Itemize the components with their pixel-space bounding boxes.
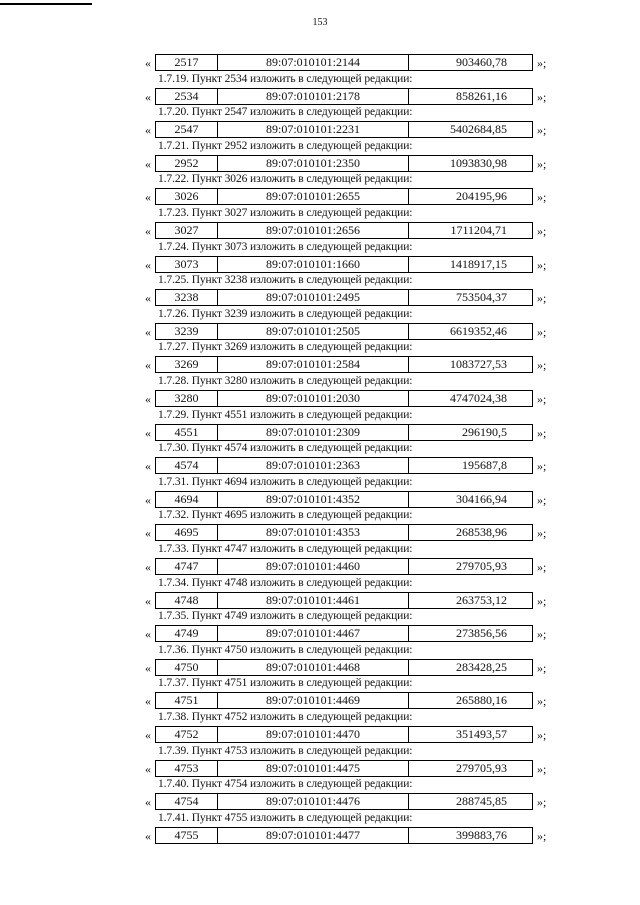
- cadastral-number-cell: 89:07:010101:2178: [218, 89, 409, 104]
- cadastral-number-cell: 89:07:010101:2656: [218, 223, 409, 238]
- table-row: [0, 726, 640, 743]
- close-quote: »;: [537, 257, 547, 272]
- clause-heading: 1.7.19. Пункт 2534 изложить в следующей редакции:: [158, 72, 413, 85]
- cadastral-number-cell: 89:07:010101:4353: [218, 525, 409, 540]
- table-row-box: [155, 289, 533, 306]
- table-row: [0, 793, 640, 810]
- clause-heading: 1.7.29. Пункт 4551 изложить в следующей редакции:: [158, 408, 413, 421]
- item-number-cell: 4551: [156, 425, 218, 440]
- close-quote: »;: [537, 828, 547, 843]
- item-number-cell: 4750: [156, 660, 218, 675]
- page-number: 153: [312, 17, 328, 28]
- open-quote: «: [145, 56, 151, 70]
- item-number-cell: 3073: [156, 257, 218, 272]
- open-quote: «: [145, 190, 151, 205]
- item-number-cell: 2534: [156, 89, 218, 104]
- table-row-box: [155, 457, 533, 474]
- close-quote: »;: [537, 593, 547, 608]
- close-quote: »;: [537, 761, 547, 776]
- cadastral-number-cell: 89:07:010101:4475: [218, 761, 409, 776]
- close-quote: »;: [537, 560, 547, 574]
- clause-heading: 1.7.31. Пункт 4694 изложить в следующей редакции:: [158, 475, 413, 488]
- item-number-cell: 2547: [156, 122, 218, 137]
- open-quote: «: [145, 560, 151, 574]
- table-row: [0, 155, 640, 172]
- item-number-cell: 4752: [156, 727, 218, 742]
- value-cell: 5402684,85: [450, 122, 507, 137]
- item-number-cell: 4754: [156, 794, 218, 809]
- item-number-cell: 4753: [156, 761, 218, 776]
- open-quote: «: [145, 89, 151, 104]
- cadastral-number-cell: 89:07:010101:2350: [218, 156, 409, 171]
- clause-heading: 1.7.26. Пункт 3239 изложить в следующей редакции:: [158, 307, 413, 320]
- open-quote: «: [145, 291, 151, 306]
- clause-heading: 1.7.34. Пункт 4748 изложить в следующей редакции:: [158, 576, 413, 589]
- open-quote: «: [145, 224, 151, 238]
- table-row: [0, 692, 640, 709]
- table-row-box: [155, 491, 533, 508]
- table-row-box: [155, 424, 533, 441]
- clause-heading: 1.7.32. Пункт 4695 изложить в следующей редакции:: [158, 509, 413, 522]
- item-number-cell: 4751: [156, 693, 218, 708]
- close-quote: »;: [537, 291, 547, 306]
- open-quote: «: [145, 459, 151, 474]
- item-number-cell: 4695: [156, 525, 218, 540]
- table-row: [0, 491, 640, 508]
- close-quote: »;: [537, 156, 547, 171]
- table-row-box: [155, 827, 533, 844]
- item-number-cell: 4748: [156, 593, 218, 608]
- clause-heading: 1.7.20. Пункт 2547 изложить в следующей редакции:: [158, 106, 413, 119]
- value-cell: 6619352,46: [450, 323, 507, 338]
- table-row: [0, 256, 640, 273]
- table-row-box: [155, 188, 533, 205]
- item-number-cell: 3239: [156, 324, 218, 339]
- table-row: [0, 222, 640, 239]
- open-quote: «: [145, 425, 151, 440]
- item-number-cell: 3269: [156, 357, 218, 372]
- table-row-box: [155, 726, 533, 743]
- table-row-box: [155, 54, 533, 71]
- close-quote: »;: [537, 56, 547, 70]
- close-quote: »;: [537, 324, 547, 339]
- open-quote: «: [145, 392, 151, 406]
- value-cell: 195687,8: [462, 458, 507, 473]
- clause-heading: 1.7.21. Пункт 2952 изложить в следующей редакции:: [158, 139, 413, 152]
- value-cell: 1083727,53: [450, 357, 507, 372]
- clause-heading: 1.7.36. Пункт 4750 изложить в следующей редакции:: [158, 643, 413, 656]
- value-cell: 296190,5: [462, 424, 507, 439]
- table-row-box: [155, 760, 533, 777]
- cadastral-number-cell: 89:07:010101:2030: [218, 391, 409, 406]
- value-cell: 753504,37: [456, 290, 507, 305]
- table-row: [0, 558, 640, 575]
- close-quote: »;: [537, 459, 547, 474]
- table-row: [0, 323, 640, 340]
- cadastral-number-cell: 89:07:010101:2655: [218, 189, 409, 204]
- cadastral-number-cell: 89:07:010101:2363: [218, 458, 409, 473]
- item-number-cell: 4574: [156, 458, 218, 473]
- cadastral-number-cell: 89:07:010101:2505: [218, 324, 409, 339]
- cadastral-number-cell: 89:07:010101:2584: [218, 357, 409, 372]
- open-quote: «: [145, 728, 151, 742]
- cadastral-number-cell: 89:07:010101:4476: [218, 794, 409, 809]
- table-row-box: [155, 256, 533, 273]
- cadastral-number-cell: 89:07:010101:1660: [218, 257, 409, 272]
- table-row-box: [155, 155, 533, 172]
- clause-heading: 1.7.40. Пункт 4754 изложить в следующей редакции:: [158, 778, 413, 791]
- table-row-box: [155, 121, 533, 138]
- close-quote: »;: [537, 392, 547, 406]
- table-row-box: [155, 524, 533, 541]
- item-number-cell: 2952: [156, 156, 218, 171]
- item-number-cell: 4749: [156, 626, 218, 641]
- table-row-box: [155, 793, 533, 810]
- item-number-cell: 3027: [156, 223, 218, 238]
- value-cell: 288745,85: [456, 794, 507, 809]
- table-row: [0, 625, 640, 642]
- open-quote: «: [145, 761, 151, 776]
- open-quote: «: [145, 492, 151, 507]
- value-cell: 273856,56: [456, 626, 507, 641]
- close-quote: »;: [537, 795, 547, 810]
- value-cell: 1711204,71: [450, 223, 507, 237]
- close-quote: »;: [537, 526, 547, 541]
- close-quote: »;: [537, 89, 547, 104]
- cadastral-number-cell: 89:07:010101:4461: [218, 593, 409, 608]
- clause-heading: 1.7.38. Пункт 4752 изложить в следующей редакции:: [158, 711, 413, 723]
- cadastral-number-cell: 89:07:010101:2309: [218, 425, 409, 440]
- value-cell: 1093830,98: [450, 155, 507, 170]
- open-quote: «: [145, 795, 151, 810]
- value-cell: 351493,57: [456, 727, 507, 741]
- value-cell: 283428,25: [456, 659, 507, 674]
- value-cell: 279705,93: [456, 559, 507, 573]
- cadastral-number-cell: 89:07:010101:2495: [218, 290, 409, 305]
- open-quote: «: [145, 324, 151, 339]
- close-quote: »;: [537, 425, 547, 440]
- cadastral-number-cell: 89:07:010101:4352: [218, 492, 409, 507]
- cadastral-number-cell: 89:07:010101:4460: [218, 559, 409, 574]
- open-quote: «: [145, 627, 151, 642]
- value-cell: 4747024,38: [450, 391, 507, 405]
- cadastral-number-cell: 89:07:010101:4477: [218, 828, 409, 843]
- table-row: [0, 592, 640, 609]
- close-quote: »;: [537, 492, 547, 507]
- value-cell: 903460,78: [456, 55, 507, 69]
- open-quote: «: [145, 593, 151, 608]
- item-number-cell: 2517: [156, 55, 218, 70]
- clause-heading: 1.7.24. Пункт 3073 изложить в следующей редакции:: [158, 240, 413, 253]
- close-quote: »;: [537, 694, 547, 709]
- table-row: [0, 121, 640, 138]
- table-row: [0, 424, 640, 441]
- table-row-box: [155, 692, 533, 709]
- open-quote: «: [145, 257, 151, 272]
- close-quote: »;: [537, 660, 547, 675]
- open-quote: «: [145, 828, 151, 843]
- open-quote: «: [145, 660, 151, 675]
- table-row: [0, 390, 640, 407]
- clause-heading: 1.7.25. Пункт 3238 изложить в следующей редакции:: [158, 274, 413, 287]
- clause-heading: 1.7.28. Пункт 3280 изложить в следующей редакции:: [158, 375, 413, 387]
- close-quote: »;: [537, 358, 547, 373]
- value-cell: 204195,96: [456, 189, 507, 204]
- cadastral-number-cell: 89:07:010101:4469: [218, 693, 409, 708]
- clause-heading: 1.7.23. Пункт 3027 изложить в следующей редакции:: [158, 207, 413, 219]
- clause-heading: 1.7.37. Пункт 4751 изложить в следующей редакции:: [158, 677, 413, 690]
- table-row: [0, 88, 640, 105]
- top-rule: [0, 3, 92, 5]
- cadastral-number-cell: 89:07:010101:4468: [218, 660, 409, 675]
- table-row: [0, 289, 640, 306]
- table-row: [0, 659, 640, 676]
- table-row-box: [155, 625, 533, 642]
- open-quote: «: [145, 694, 151, 709]
- clause-heading: 1.7.22. Пункт 3026 изложить в следующей редакции:: [158, 173, 413, 186]
- clause-heading: 1.7.35. Пункт 4749 изложить в следующей редакции:: [158, 610, 413, 623]
- item-number-cell: 4755: [156, 828, 218, 843]
- value-cell: 399883,76: [456, 827, 507, 842]
- table-row-box: [155, 390, 533, 407]
- value-cell: 268538,96: [456, 525, 507, 540]
- item-number-cell: 3238: [156, 290, 218, 305]
- item-number-cell: 3026: [156, 189, 218, 204]
- close-quote: »;: [537, 728, 547, 742]
- value-cell: 1418917,15: [450, 256, 507, 271]
- value-cell: 304166,94: [456, 491, 507, 506]
- table-row-box: [155, 659, 533, 676]
- value-cell: 265880,16: [456, 693, 507, 708]
- clause-heading: 1.7.41. Пункт 4755 изложить в следующей редакции:: [158, 811, 413, 824]
- open-quote: «: [145, 358, 151, 373]
- value-cell: 263753,12: [456, 592, 507, 607]
- clause-heading: 1.7.33. Пункт 4747 изложить в следующей редакции:: [158, 543, 413, 555]
- close-quote: »;: [537, 627, 547, 642]
- clause-heading: 1.7.30. Пункт 4574 изложить в следующей редакции:: [158, 442, 413, 455]
- open-quote: «: [145, 156, 151, 171]
- cadastral-number-cell: 89:07:010101:2144: [218, 55, 409, 70]
- table-row-box: [155, 558, 533, 575]
- close-quote: »;: [537, 123, 547, 138]
- table-row: [0, 524, 640, 541]
- close-quote: »;: [537, 224, 547, 238]
- item-number-cell: 4694: [156, 492, 218, 507]
- table-row-box: [155, 88, 533, 105]
- item-number-cell: 4747: [156, 559, 218, 574]
- table-row: [0, 356, 640, 373]
- open-quote: «: [145, 123, 151, 138]
- table-row: [0, 457, 640, 474]
- table-row-box: [155, 323, 533, 340]
- clause-heading: 1.7.39. Пункт 4753 изложить в следующей редакции:: [158, 744, 413, 757]
- table-row-box: [155, 356, 533, 373]
- value-cell: 279705,93: [456, 760, 507, 775]
- value-cell: 858261,16: [456, 88, 507, 103]
- table-row: [0, 188, 640, 205]
- cadastral-number-cell: 89:07:010101:4470: [218, 727, 409, 742]
- clause-heading: 1.7.27. Пункт 3269 изложить в следующей редакции:: [158, 341, 413, 354]
- table-row: [0, 760, 640, 777]
- open-quote: «: [145, 526, 151, 541]
- cadastral-number-cell: 89:07:010101:2231: [218, 122, 409, 137]
- table-row: [0, 827, 640, 844]
- table-row: [0, 54, 640, 71]
- table-row-box: [155, 592, 533, 609]
- close-quote: »;: [537, 190, 547, 205]
- item-number-cell: 3280: [156, 391, 218, 406]
- table-row-box: [155, 222, 533, 239]
- cadastral-number-cell: 89:07:010101:4467: [218, 626, 409, 641]
